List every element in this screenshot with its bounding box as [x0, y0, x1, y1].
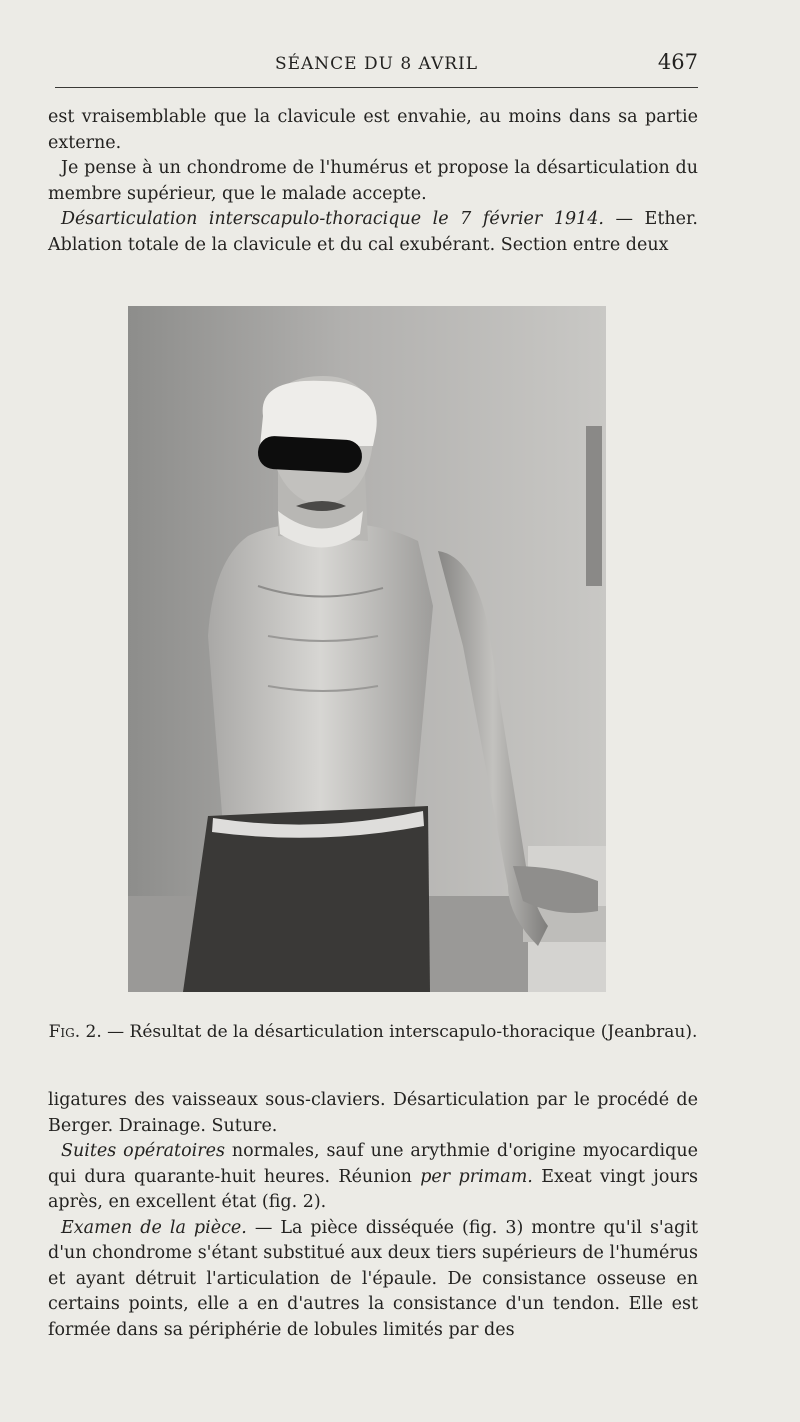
page-number: 467	[657, 50, 698, 74]
paragraph-3	[48, 207, 698, 258]
header-rule	[55, 87, 698, 88]
running-head: SÉANCE DU 8 AVRIL	[274, 54, 479, 74]
suites-text-a: normales, sauf une arythmie d'origine myocardique qui dura quarante-huit heures. Réunion	[48, 1141, 698, 1187]
suites-text-b: Exeat vingt jours après, en excellent état (fig. 2).	[48, 1166, 698, 1212]
examen-text: — La pièce disséquée (fig. 3) montre qu'il s'agit d'un chondrome s'étant substitué aux deux tiers supérieurs de l'humérus et ayant détruit l'articulation de l'épaule. De consistance osseuse en certains points, elle a en d'autres la consistance d'un tendon. Elle est formée dans sa périphérie de lobules limités par des	[48, 1217, 699, 1340]
suites-label: Suites opératoires	[61, 1141, 225, 1161]
per-primam: per primam.	[420, 1166, 533, 1187]
paragraph-4: ligatures des vaisseaux sous-claviers. Désarticulation par le procédé de Berger. Drainage. Suture.	[48, 1090, 698, 1136]
figure-caption	[48, 1022, 698, 1042]
page-header	[55, 48, 698, 84]
operation-text: — Ether. Ablation totale de la clavicule et du cal exubérant. Section entre deux	[48, 209, 698, 255]
patient-photograph	[128, 306, 606, 992]
operation-title: Désarticulation interscapulo-thoracique le 7 février 1914.	[61, 209, 604, 229]
figure-caption-text: — Résultat de la désarticulation interscapulo-thoracique (Jeanbrau).	[101, 1022, 698, 1042]
paragraph-1: est vraisemblable que la clavicule est envahie, au moins dans sa partie externe.	[48, 107, 698, 153]
paragraph-5	[48, 1139, 698, 1216]
paragraph-2: Je pense à un chondrome de l'humérus et propose la désarticulation du membre supérieur, que le malade accepte.	[48, 158, 698, 204]
examen-label: Examen de la pièce.	[61, 1217, 247, 1238]
body-text-top	[48, 105, 698, 258]
paragraph-6	[48, 1216, 698, 1344]
body-text-bottom	[48, 1088, 698, 1343]
figure-label: Fig. 2.	[48, 1022, 102, 1042]
